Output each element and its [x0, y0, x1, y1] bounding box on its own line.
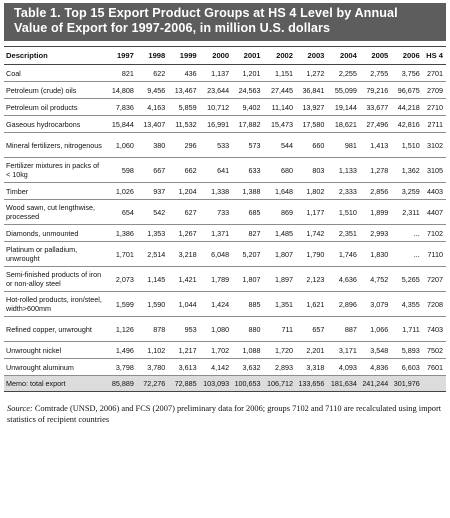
row-hs4-code: 2709 [427, 85, 443, 95]
cell-value: 1,351 [275, 299, 294, 309]
cell-value: 1,102 [147, 345, 166, 355]
table-row [4, 116, 446, 133]
cell-value: 887 [344, 324, 357, 334]
cell-value: 3,756 [401, 68, 420, 78]
row-hs4-code: 4407 [427, 207, 443, 217]
cell-value: 981 [344, 140, 357, 150]
cell-value: 542 [153, 207, 166, 217]
cell-value: 1,386 [115, 228, 134, 238]
source-text: Comtrade (UNSD, 2006) and FCS (2007) preliminary data for 2006; groups 7102 and 7110 are recalculated using import statistics of recipient countries [7, 404, 442, 424]
cell-value: 880 [248, 324, 261, 334]
cell-value: 1,204 [178, 186, 197, 196]
row-hs4-code [420, 376, 446, 392]
cell-value: 5,859 [178, 102, 197, 112]
cell-value: 44,218 [397, 102, 420, 112]
cell-value: 106,712 [267, 379, 294, 388]
cell-value: 100,653 [234, 379, 261, 388]
cell-value: 7,836 [115, 102, 134, 112]
cell-value: 1,789 [211, 274, 230, 284]
cell-value: 79,216 [366, 85, 389, 95]
cell-value: 27,496 [366, 119, 389, 129]
row-hs4-code: 3102 [427, 140, 443, 150]
row-description: Timber [6, 186, 29, 196]
cell-value: 85,889 [111, 379, 134, 388]
cell-value: 4,142 [211, 362, 230, 372]
cell-value: 36,841 [302, 85, 325, 95]
row-description: Coal [6, 68, 21, 78]
cell-value: 1,510 [338, 207, 357, 217]
cell-value: 1,338 [211, 186, 230, 196]
cell-value: 1,746 [338, 249, 357, 259]
cell-value: 2,856 [370, 186, 389, 196]
row-hs4-code: 7110 [427, 249, 443, 259]
cell-value: 2,893 [275, 362, 294, 372]
cell-value: 2,993 [370, 228, 389, 238]
cell-value: 27,445 [271, 85, 294, 95]
cell-value: 3,079 [370, 299, 389, 309]
cell-value: 2,755 [370, 68, 389, 78]
cell-value: 96,675 [397, 85, 420, 95]
cell-value: 1,362 [401, 165, 420, 175]
cell-value: 654 [121, 207, 134, 217]
cell-value: 13,467 [174, 85, 197, 95]
col-header-1998: 1998 [134, 47, 165, 65]
table-row [4, 292, 446, 317]
cell-value: 1,413 [370, 140, 389, 150]
cell-value: 2,333 [338, 186, 357, 196]
row-description: Fertilizer mixtures in packs of < 10kg [6, 161, 100, 179]
cell-value: 5,207 [242, 249, 261, 259]
cell-value: 2,351 [338, 228, 357, 238]
cell-value: 3,780 [147, 362, 166, 372]
source-note [4, 403, 446, 425]
cell-value: 4,163 [147, 102, 166, 112]
cell-value: 1,278 [370, 165, 389, 175]
cell-value: 4,355 [401, 299, 420, 309]
cell-value: 1,485 [275, 228, 294, 238]
table-row [4, 183, 446, 200]
row-description: Memo: total export [6, 379, 66, 388]
col-header-2004: 2004 [324, 47, 356, 65]
row-hs4-code: 7502 [427, 345, 443, 355]
cell-value: 2,123 [306, 274, 325, 284]
table-row [4, 200, 446, 225]
cell-value: 1,742 [306, 228, 325, 238]
row-hs4-code: 7403 [427, 324, 443, 334]
col-header-2005: 2005 [357, 47, 388, 65]
row-hs4-code: 7207 [427, 274, 443, 284]
cell-value: 937 [153, 186, 166, 196]
cell-value: 533 [217, 140, 230, 150]
cell-value: 1,201 [242, 68, 261, 78]
cell-value: 13,927 [302, 102, 325, 112]
row-description: Semi-finished products of iron or non-alloy steel [6, 270, 102, 288]
cell-value: 241,244 [362, 379, 389, 388]
row-hs4-code: 4403 [427, 186, 443, 196]
row-description: Petroleum oil products [6, 102, 78, 112]
cell-value: 15,844 [111, 119, 134, 129]
cell-value: 1,272 [306, 68, 325, 78]
cell-value: 4,752 [370, 274, 389, 284]
memo-row [4, 376, 446, 392]
cell-value: 1,424 [211, 299, 230, 309]
cell-value: 633 [248, 165, 261, 175]
cell-value: 33,677 [366, 102, 389, 112]
cell-value: 296 [184, 140, 197, 150]
cell-value: 1,510 [401, 140, 420, 150]
col-header-2006: 2006 [388, 47, 419, 65]
row-description: Hot-rolled products, iron/steel, width>600mm [6, 295, 102, 313]
col-header-1999: 1999 [165, 47, 196, 65]
cell-value: 1,802 [306, 186, 325, 196]
cell-value: 380 [153, 140, 166, 150]
cell-value: 1,790 [306, 249, 325, 259]
title-line-1: Table 1. Top 15 Export Product Groups at HS 4 Level by Annual [14, 6, 398, 20]
cell-value: 4,093 [338, 362, 357, 372]
cell-value: 17,580 [302, 119, 325, 129]
cell-value: 1,807 [275, 249, 294, 259]
cell-value: 1,126 [115, 324, 134, 334]
cell-value: 1,088 [242, 345, 261, 355]
title-line-2: Value of Export for 1997-2006, in million U.S. dollars [14, 21, 331, 35]
cell-value: 573 [248, 140, 261, 150]
table-row [4, 225, 446, 242]
cell-value: 544 [281, 140, 294, 150]
table-row [4, 99, 446, 116]
table-body [4, 65, 446, 392]
cell-value: 827 [248, 228, 261, 238]
cell-value: 1,599 [115, 299, 134, 309]
row-hs4-code: 7601 [427, 362, 443, 372]
cell-value: 1,026 [115, 186, 134, 196]
cell-value: 2,514 [147, 249, 166, 259]
table-row [4, 267, 446, 292]
row-description: Unwrought aluminum [6, 362, 74, 372]
cell-value: 1,145 [147, 274, 166, 284]
cell-value: 1,590 [147, 299, 166, 309]
cell-value: 622 [153, 68, 166, 78]
col-header-2003: 2003 [293, 47, 324, 65]
cell-value: 1,080 [211, 324, 230, 334]
cell-value: 660 [312, 140, 325, 150]
cell-value: 72,885 [174, 379, 197, 388]
row-hs4-code: 3105 [427, 165, 443, 175]
cell-value: 821 [121, 68, 134, 78]
table-row [4, 82, 446, 99]
cell-value: 6,603 [401, 362, 420, 372]
cell-value: 42,816 [397, 119, 420, 129]
cell-value: 1,702 [211, 345, 230, 355]
cell-value: 662 [184, 165, 197, 175]
cell-value: 6,048 [211, 249, 230, 259]
cell-value: 1,371 [211, 228, 230, 238]
cell-value: 5,265 [401, 274, 420, 284]
table-row [4, 158, 446, 183]
cell-value: 3,613 [178, 362, 197, 372]
row-description: Wood sawn, cut lengthwise, processed [6, 203, 95, 221]
cell-value: 1,897 [275, 274, 294, 284]
cell-value: 3,318 [306, 362, 325, 372]
cell-value: 14,808 [111, 85, 134, 95]
cell-value: 2,073 [115, 274, 134, 284]
cell-value: 667 [153, 165, 166, 175]
cell-value: 1,621 [306, 299, 325, 309]
cell-value: 1,421 [178, 274, 197, 284]
cell-value: 18,621 [334, 119, 357, 129]
cell-value: 598 [121, 165, 134, 175]
cell-value: 3,218 [178, 249, 197, 259]
cell-value: 885 [248, 299, 261, 309]
cell-value: 953 [184, 324, 197, 334]
row-description: Diamonds, unmounted [6, 228, 79, 238]
cell-value: 1,830 [370, 249, 389, 259]
row-hs4-code: 2711 [427, 119, 443, 129]
cell-value: 19,144 [334, 102, 357, 112]
header-row [4, 47, 446, 65]
cell-value: 15,473 [271, 119, 294, 129]
cell-value: 1,217 [178, 345, 197, 355]
cell-value: 685 [248, 207, 261, 217]
table-row [4, 342, 446, 359]
cell-value: 4,636 [338, 274, 357, 284]
cell-value: 1,137 [211, 68, 230, 78]
cell-value: 133,656 [298, 379, 325, 388]
cell-value: 2,201 [306, 345, 325, 355]
cell-value: ... [413, 249, 420, 259]
table-row [4, 242, 446, 267]
row-description: Petroleum (crude) oils [6, 85, 77, 95]
cell-value: 2,311 [402, 207, 420, 217]
cell-value: 1,133 [338, 165, 357, 175]
cell-value: 1,066 [370, 324, 389, 334]
source-label: Source: [7, 404, 33, 413]
cell-value: 9,456 [147, 85, 166, 95]
cell-value: 11,532 [175, 119, 197, 129]
col-header-description: Description [4, 47, 102, 65]
cell-value: 9,402 [242, 102, 261, 112]
cell-value: 3,798 [115, 362, 134, 372]
cell-value: 803 [312, 165, 325, 175]
row-description: Gaseous hydrocarbons [6, 119, 81, 129]
cell-value: 3,632 [242, 362, 261, 372]
cell-value: 23,644 [207, 85, 230, 95]
cell-value: 3,548 [370, 345, 389, 355]
cell-value: 1,267 [178, 228, 197, 238]
cell-value: 641 [217, 165, 230, 175]
export-table [4, 46, 446, 392]
cell-value: 1,807 [242, 274, 261, 284]
cell-value: ... [413, 228, 420, 238]
row-hs4-code: 2701 [427, 68, 443, 78]
cell-value: 869 [281, 207, 294, 217]
row-description: Mineral fertilizers, nitrogenous [6, 140, 102, 150]
cell-value: 1,044 [178, 299, 197, 309]
table-title [4, 3, 446, 41]
cell-value: 1,701 [115, 249, 134, 259]
cell-value: 1,388 [242, 186, 261, 196]
cell-value: 1,353 [147, 228, 166, 238]
cell-value: 3,259 [401, 186, 420, 196]
cell-value: 711 [281, 324, 294, 334]
cell-value: 680 [281, 165, 294, 175]
cell-value: 657 [312, 324, 325, 334]
cell-value: 1,899 [370, 207, 389, 217]
cell-value: 2,896 [338, 299, 357, 309]
row-hs4-code: 7208 [427, 299, 443, 309]
cell-value: 1,060 [115, 140, 134, 150]
col-header-1997: 1997 [102, 47, 133, 65]
cell-value: 2,255 [338, 68, 357, 78]
cell-value: 10,712 [207, 102, 230, 112]
cell-value: 103,093 [203, 379, 230, 388]
cell-value: 72,276 [143, 379, 166, 388]
col-header-2002: 2002 [261, 47, 293, 65]
cell-value: 301,976 [393, 379, 420, 388]
row-hs4-code: 7102 [427, 228, 443, 238]
cell-value: 878 [153, 324, 166, 334]
cell-value: 733 [217, 207, 230, 217]
col-header-2000: 2000 [197, 47, 229, 65]
cell-value: 17,882 [238, 119, 261, 129]
row-hs4-code: 2710 [427, 102, 443, 112]
cell-value: 4,836 [370, 362, 389, 372]
row-description: Platinum or palladium, unwrought [6, 245, 78, 263]
cell-value: 3,171 [338, 345, 357, 355]
cell-value: 16,991 [207, 119, 230, 129]
cell-value: 1,720 [275, 345, 294, 355]
cell-value: 181,634 [330, 379, 357, 388]
table-row [4, 317, 446, 342]
col-header-2001: 2001 [229, 47, 260, 65]
table-row [4, 359, 446, 376]
cell-value: 5,893 [401, 345, 420, 355]
table-row [4, 133, 446, 158]
row-description: Refined copper, unwrought [6, 324, 92, 334]
cell-value: 24,563 [238, 85, 261, 95]
row-description: Unwrought nickel [6, 345, 62, 355]
cell-value: 1,496 [115, 345, 134, 355]
cell-value: 11,140 [271, 102, 294, 112]
cell-value: 1,177 [306, 207, 325, 217]
table-row [4, 65, 446, 82]
cell-value: 1,711 [402, 324, 420, 334]
col-header-hs4: HS 4 [420, 47, 446, 65]
cell-value: 436 [184, 68, 197, 78]
cell-value: 13,407 [143, 119, 166, 129]
cell-value: 1,648 [275, 186, 294, 196]
cell-value: 627 [184, 207, 197, 217]
cell-value: 1,151 [275, 68, 294, 78]
cell-value: 55,099 [334, 85, 357, 95]
